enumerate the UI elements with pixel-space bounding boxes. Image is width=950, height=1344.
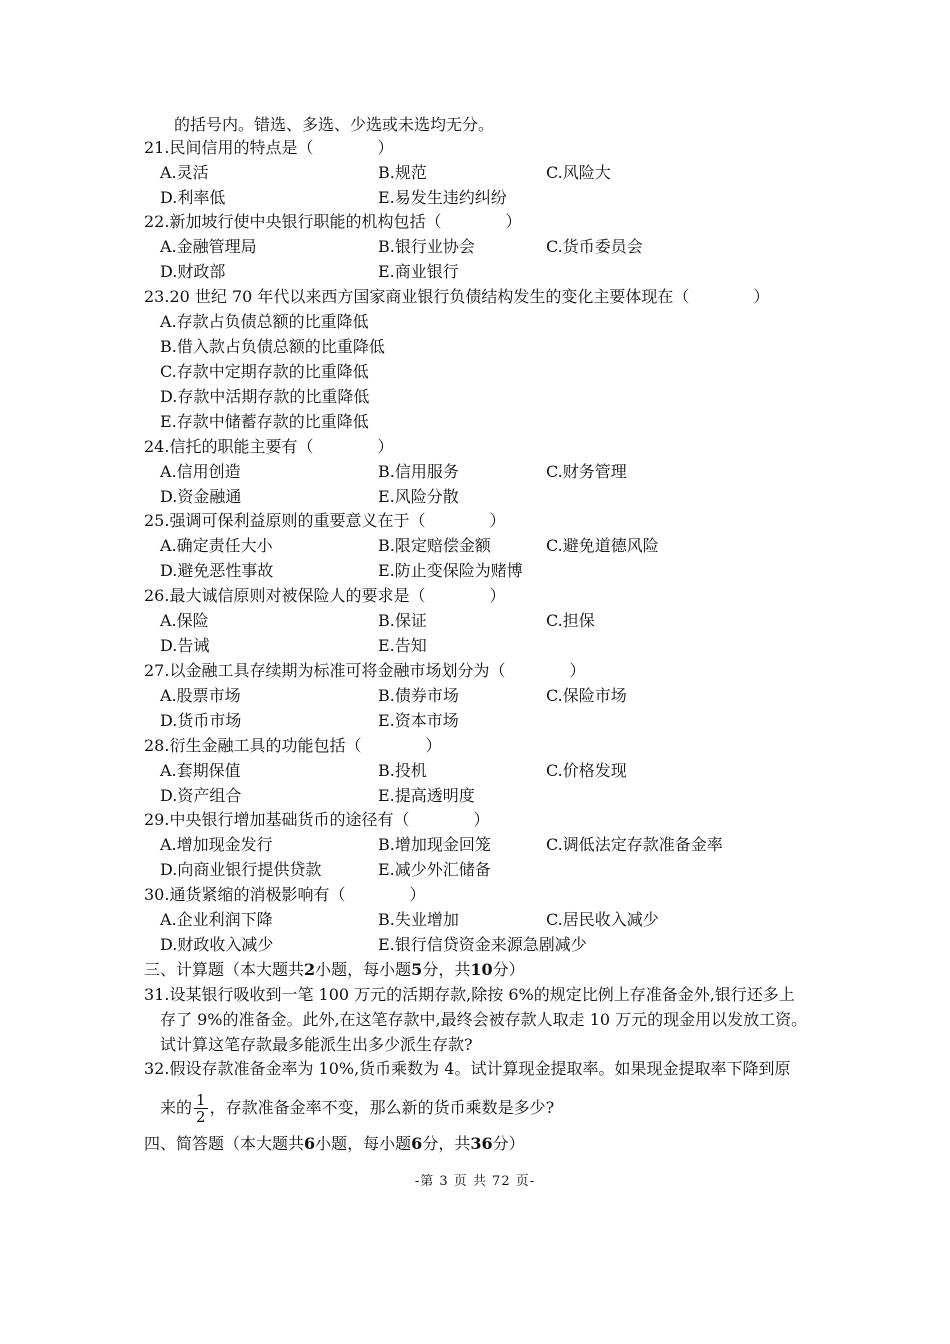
question-25-stem: 25.强调可保利益原则的重要意义在于（ ）	[144, 511, 506, 530]
option: E.易发生违约纠纷	[378, 188, 507, 207]
question-28-stem: 28.衍生金融工具的功能包括（ ）	[144, 736, 442, 755]
option: D.财政部	[160, 262, 226, 281]
option: C.风险大	[546, 163, 611, 182]
question-31-line-2: 存了 9%的准备金。此外,在这笔存款中,最终会被存款人取走 10 万元的现金用以发放工资。	[160, 1010, 808, 1029]
option: A.金融管理局	[160, 237, 257, 256]
question-23-stem: 23.20 世纪 70 年代以来西方国家商业银行负债结构发生的变化主要体现在（ ）	[144, 287, 770, 306]
option: A.企业利润下降	[160, 910, 273, 929]
option: A.增加现金发行	[160, 835, 273, 854]
option: D.财政收入减少	[160, 935, 274, 954]
option: E.商业银行	[378, 262, 459, 281]
option: A.信用创造	[160, 462, 241, 481]
option: B.规范	[378, 163, 427, 182]
option: D.告诫	[160, 636, 210, 655]
option: D.利率低	[160, 188, 226, 207]
option: E.风险分散	[378, 487, 459, 506]
option: C.避免道德风险	[546, 536, 659, 555]
section-3-heading	[144, 960, 525, 980]
option: D.资产组合	[160, 786, 242, 805]
option: B.投机	[378, 761, 427, 780]
option: A.套期保值	[160, 761, 241, 780]
heading-text: 分）	[492, 1134, 525, 1153]
option: E.提高透明度	[378, 786, 475, 805]
question-32-line-2	[160, 1090, 554, 1126]
option: B.限定赔偿金额	[378, 536, 491, 555]
question-27-stem: 27.以金融工具存续期为标准可将金融市场划分为（ ）	[144, 661, 586, 680]
option: B.保证	[378, 611, 427, 630]
option: E.告知	[378, 636, 427, 655]
text: ，存款准备金率不变，那么新的货币乘数是多少?	[209, 1098, 555, 1117]
section-4-heading	[144, 1134, 525, 1154]
option: D.货币市场	[160, 711, 242, 730]
option: E.防止变保险为赌博	[378, 561, 523, 580]
fraction-numerator: 1	[196, 1091, 206, 1109]
option: E.减少外汇储备	[378, 860, 491, 879]
question-30-stem: 30.通货紧缩的消极影响有（ ）	[144, 885, 426, 904]
heading-text: 分，共	[422, 1134, 471, 1153]
option: B.失业增加	[378, 910, 459, 929]
option: D.向商业银行提供贷款	[160, 860, 322, 879]
option: C.调低法定存款准备金率	[546, 835, 723, 854]
heading-number: 2	[304, 960, 316, 979]
option: C.价格发现	[546, 761, 627, 780]
text: 来的	[160, 1098, 193, 1117]
heading-text: 小题，每小题	[315, 960, 412, 979]
heading-text: 小题，每小题	[315, 1134, 412, 1153]
option: A.保险	[160, 611, 209, 630]
option: E.存款中储蓄存款的比重降低	[160, 412, 369, 431]
heading-text: 分，共	[422, 960, 471, 979]
question-31-line-3: 试计算这笔存款最多能派生出多少派生存款?	[160, 1035, 473, 1054]
page-footer: -第 3 页 共 72 页-	[414, 1174, 536, 1189]
option: B.增加现金回笼	[378, 835, 491, 854]
heading-text: 三、计算题（本大题共	[144, 960, 305, 979]
intro-line: 的括号内。错选、多选、少选或未选均无分。	[174, 115, 495, 134]
option: B.借入款占负债总额的比重降低	[160, 337, 385, 356]
option: B.银行业协会	[378, 237, 475, 256]
question-32-line-1: 32.假设存款准备金率为 10%,货币乘数为 4。试计算现金提取率。如果现金提取率下降到原	[144, 1059, 791, 1078]
option: D.存款中活期存款的比重降低	[160, 387, 370, 406]
option: C.货币委员会	[546, 237, 643, 256]
option: C.保险市场	[546, 686, 627, 705]
option: C.居民收入减少	[546, 910, 659, 929]
fraction-denominator: 2	[196, 1108, 206, 1126]
heading-number: 6	[304, 1134, 316, 1153]
option: A.灵活	[160, 163, 209, 182]
heading-text: 分）	[492, 960, 525, 979]
question-31-line-1: 31.设某银行吸收到一笔 100 万元的活期存款,除按 6%的规定比例上存准备金外,银行还多上	[144, 985, 795, 1004]
heading-number: 6	[411, 1134, 423, 1153]
option: E.资本市场	[378, 711, 459, 730]
option: A.确定责任大小	[160, 536, 273, 555]
option: B.信用服务	[378, 462, 459, 481]
option: D.避免恶性事故	[160, 561, 274, 580]
option: C.存款中定期存款的比重降低	[160, 362, 369, 381]
heading-number: 10	[470, 960, 493, 979]
option: C.财务管理	[546, 462, 627, 481]
question-21-stem: 21.民间信用的特点是（ ）	[144, 138, 394, 157]
fraction	[194, 1092, 208, 1125]
question-22-stem: 22.新加坡行使中央银行职能的机构包括（ ）	[144, 212, 522, 231]
option: C.担保	[546, 611, 595, 630]
heading-number: 36	[470, 1134, 493, 1153]
option: A.股票市场	[160, 686, 241, 705]
option: D.资金融通	[160, 487, 242, 506]
heading-text: 四、简答题（本大题共	[144, 1134, 305, 1153]
heading-number: 5	[411, 960, 423, 979]
question-26-stem: 26.最大诚信原则对被保险人的要求是（ ）	[144, 586, 506, 605]
option: A.存款占负债总额的比重降低	[160, 312, 369, 331]
option: B.债券市场	[378, 686, 459, 705]
question-24-stem: 24.信托的职能主要有（ ）	[144, 437, 394, 456]
option: E.银行信贷资金来源急剧减少	[378, 935, 587, 954]
question-29-stem: 29.中央银行增加基础货币的途径有（ ）	[144, 810, 490, 829]
